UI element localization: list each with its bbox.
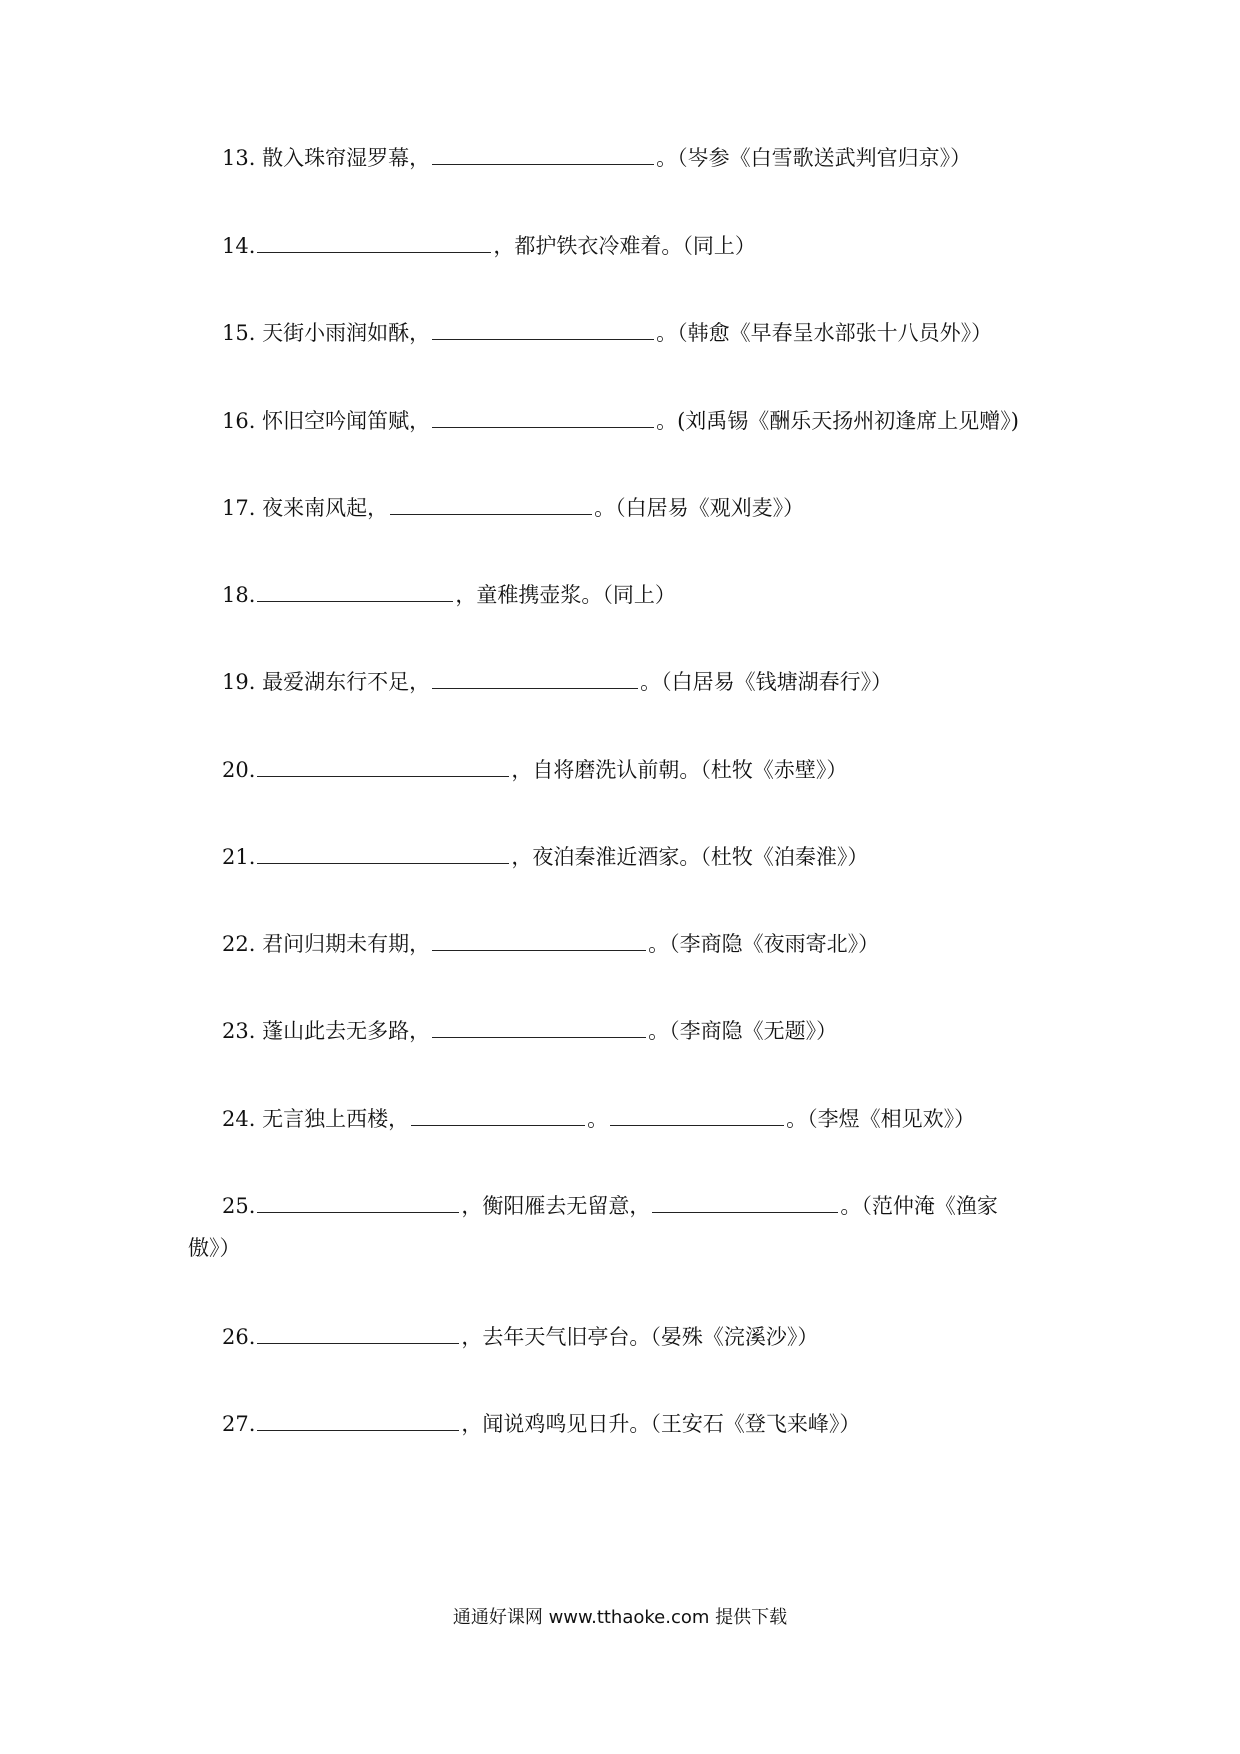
question-16 bbox=[222, 405, 1019, 435]
answer-blank[interactable] bbox=[257, 1190, 459, 1213]
question-text: 天街小雨润如酥， bbox=[262, 321, 431, 345]
question-27 bbox=[222, 1408, 860, 1438]
answer-blank[interactable] bbox=[257, 841, 509, 864]
question-24 bbox=[222, 1103, 975, 1133]
question-source: 。（岑参《白雪歌送武判官归京》） bbox=[656, 146, 972, 170]
question-text: 最爱湖东行不足， bbox=[262, 670, 431, 694]
question-number: 26. bbox=[222, 1325, 256, 1349]
question-number: 24. bbox=[222, 1107, 256, 1131]
answer-blank[interactable] bbox=[432, 142, 654, 165]
question-23 bbox=[222, 1015, 837, 1045]
question-number: 21. bbox=[222, 845, 256, 869]
question-22 bbox=[222, 928, 879, 958]
answer-blank[interactable] bbox=[257, 1321, 459, 1344]
question-source: 。（李商隐《夜雨寄北》） bbox=[648, 932, 880, 956]
question-source: 。（白居易《钱塘湖春行》） bbox=[640, 670, 893, 694]
question-number: 14. bbox=[222, 234, 256, 258]
question-number: 27. bbox=[222, 1412, 256, 1436]
question-number: 19. bbox=[222, 670, 256, 694]
answer-blank[interactable] bbox=[257, 1408, 459, 1431]
question-text: 散入珠帘湿罗幕， bbox=[262, 146, 431, 170]
answer-blank[interactable] bbox=[257, 579, 453, 602]
answer-blank[interactable] bbox=[610, 1103, 784, 1126]
question-source: ，都护铁衣冷难着。（同上） bbox=[493, 234, 756, 258]
question-25 bbox=[222, 1190, 998, 1220]
answer-blank[interactable] bbox=[652, 1190, 838, 1213]
question-source: 。（范仲淹《渔家 bbox=[840, 1194, 998, 1218]
question-25-continuation: 傲》） bbox=[188, 1236, 241, 1260]
question-number: 25. bbox=[222, 1194, 256, 1218]
question-number: 23. bbox=[222, 1019, 256, 1043]
question-source: 。（韩愈《早春呈水部张十八员外》） bbox=[656, 321, 993, 345]
question-number: 20. bbox=[222, 758, 256, 782]
question-13 bbox=[222, 142, 971, 172]
question-number: 13. bbox=[222, 146, 256, 170]
question-20 bbox=[222, 754, 847, 784]
question-source: ，童稚携壶浆。（同上） bbox=[455, 583, 676, 607]
question-number: 16. bbox=[222, 409, 256, 433]
answer-blank[interactable] bbox=[432, 1015, 646, 1038]
question-15 bbox=[222, 317, 992, 347]
question-17 bbox=[222, 492, 804, 522]
question-source: ，去年天气旧亭台。（晏殊《浣溪沙》） bbox=[461, 1325, 819, 1349]
question-21 bbox=[222, 841, 868, 871]
question-source: ，自将磨洗认前朝。（杜牧《赤壁》） bbox=[511, 758, 848, 782]
question-source: 。（李商隐《无题》） bbox=[648, 1019, 838, 1043]
question-text: 无言独上西楼， bbox=[262, 1107, 410, 1131]
answer-blank[interactable] bbox=[411, 1103, 585, 1126]
question-source: 。（白居易《观刈麦》） bbox=[594, 496, 805, 520]
answer-blank[interactable] bbox=[257, 230, 491, 253]
question-19 bbox=[222, 666, 892, 696]
question-14 bbox=[222, 230, 756, 260]
question-number: 15. bbox=[222, 321, 256, 345]
answer-blank[interactable] bbox=[432, 666, 638, 689]
question-source: 。（李煜《相见欢》） bbox=[786, 1107, 976, 1131]
question-number: 17. bbox=[222, 496, 256, 520]
question-text: 怀旧空吟闻笛赋， bbox=[262, 409, 431, 433]
page-footer: 通通好课网 www.tthaoke.com 提供下载 bbox=[452, 1607, 788, 1628]
question-source: ，闻说鸡鸣见日升。（王安石《登飞来峰》） bbox=[461, 1412, 861, 1436]
question-separator: 。 bbox=[587, 1107, 609, 1131]
question-26 bbox=[222, 1321, 818, 1351]
answer-blank[interactable] bbox=[390, 492, 592, 515]
answer-blank[interactable] bbox=[432, 928, 646, 951]
question-number: 22. bbox=[222, 932, 256, 956]
question-source: 。(刘禹锡《酬乐天扬州初逢席上见赠》) bbox=[656, 409, 1019, 433]
question-source: ，夜泊秦淮近酒家。（杜牧《泊秦淮》） bbox=[511, 845, 869, 869]
question-text: ，衡阳雁去无留意， bbox=[461, 1194, 651, 1218]
question-text: 君问归期未有期， bbox=[262, 932, 431, 956]
answer-blank[interactable] bbox=[432, 317, 654, 340]
question-number: 18. bbox=[222, 583, 256, 607]
question-text: 夜来南风起， bbox=[262, 496, 389, 520]
answer-blank[interactable] bbox=[432, 405, 654, 428]
answer-blank[interactable] bbox=[257, 754, 509, 777]
question-18 bbox=[222, 579, 676, 609]
question-text: 蓬山此去无多路， bbox=[262, 1019, 431, 1043]
